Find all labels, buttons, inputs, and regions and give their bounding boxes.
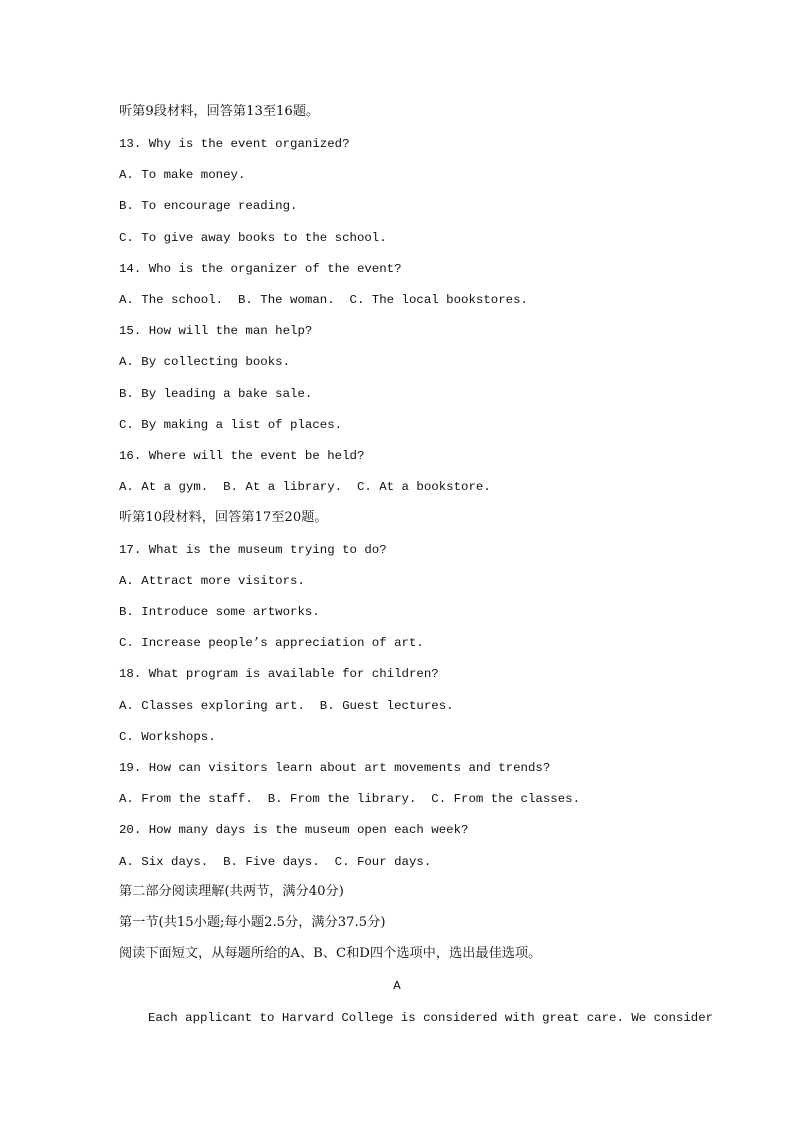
- question-18-stem: 18. What program is available for children?: [119, 667, 439, 681]
- question-17-option-a: A. Attract more visitors.: [119, 574, 305, 588]
- question-20-stem: 20. How many days is the museum open each week?: [119, 823, 469, 837]
- question-17-stem: 17. What is the museum trying to do?: [119, 543, 387, 557]
- question-17-option-c: C. Increase people’s appreciation of art.: [119, 636, 424, 650]
- question-15-option-c: C. By making a list of places.: [119, 418, 343, 432]
- reading-instructions: 阅读下面短文，从每题所给的A、B、C和D四个选项中，选出最佳选项。: [119, 946, 542, 961]
- question-17-option-b: B. Introduce some artworks.: [119, 605, 320, 619]
- question-14-stem: 14. Who is the organizer of the event?: [119, 262, 402, 276]
- question-16-stem: 16. Where will the event be held?: [119, 449, 365, 463]
- question-18-option-c: C. Workshops.: [119, 730, 216, 744]
- question-16-options: A. At a gym. B. At a library. C. At a bookstore.: [119, 480, 491, 494]
- question-13-option-a: A. To make money.: [119, 168, 246, 182]
- question-20-options: A. Six days. B. Five days. C. Four days.: [119, 855, 432, 869]
- part2-title: 第二部分阅读理解(共两节，满分40分): [119, 884, 344, 899]
- question-15-option-a: A. By collecting books.: [119, 355, 291, 369]
- question-13-stem: 13. Why is the event organized?: [119, 137, 350, 151]
- passage-label: A: [393, 979, 401, 993]
- question-15-stem: 15. How will the man help?: [119, 324, 313, 338]
- question-18-options-ab: A. Classes exploring art. B. Guest lectures.: [119, 699, 454, 713]
- question-13-option-b: B. To encourage reading.: [119, 199, 298, 213]
- question-15-option-b: B. By leading a bake sale.: [119, 387, 313, 401]
- question-19-options: A. From the staff. B. From the library. C. From the classes.: [119, 792, 581, 806]
- passage-first-line: Each applicant to Harvard College is considered with great care. We consider: [148, 1011, 714, 1025]
- part10-header: 听第10段材料，回答第17至20题。: [119, 510, 328, 525]
- part9-header: 听第9段材料，回答第13至16题。: [119, 104, 320, 119]
- question-13-option-c: C. To give away books to the school.: [119, 231, 387, 245]
- section1-title: 第一节(共15小题;每小题2.5分，满分37.5分): [119, 915, 386, 930]
- question-19-stem: 19. How can visitors learn about art movements and trends?: [119, 761, 551, 775]
- question-14-options: A. The school. B. The woman. C. The local bookstores.: [119, 293, 528, 307]
